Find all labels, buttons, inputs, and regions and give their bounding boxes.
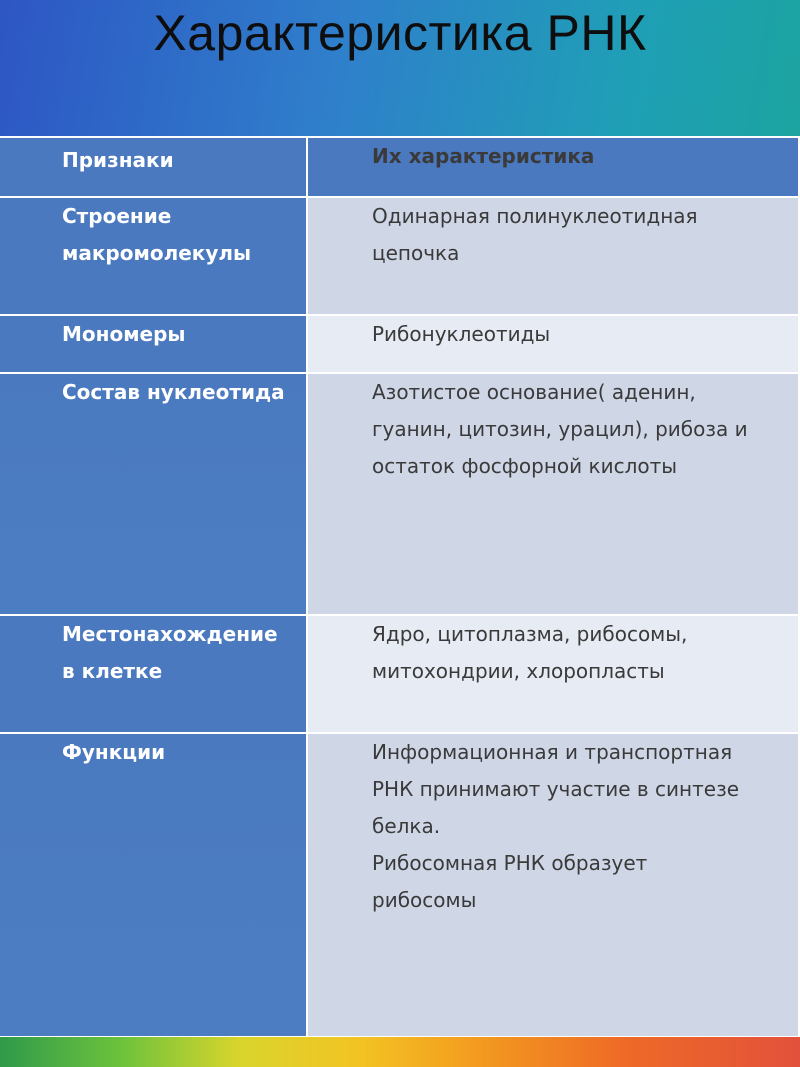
row-value-line: Рибосомная РНК образует bbox=[372, 851, 648, 875]
row-label-nucleotide-composition bbox=[0, 374, 308, 616]
row-value-line: Ядро, цитоплазма, рибосомы, bbox=[372, 622, 688, 646]
row-value-line: белка. bbox=[372, 814, 441, 838]
header-label: Признаки bbox=[62, 148, 174, 172]
row-value-structure bbox=[308, 198, 800, 316]
row-label-location bbox=[0, 616, 308, 734]
row-label-line: макромолекулы bbox=[62, 241, 252, 265]
row-label-line: Состав нуклеотида bbox=[62, 380, 285, 404]
rna-characteristics-table bbox=[0, 136, 800, 1038]
row-label-functions bbox=[0, 734, 308, 1038]
row-value-line: Азотистое основание( аденин, bbox=[372, 380, 696, 404]
row-value-line: рибосомы bbox=[372, 888, 477, 912]
row-value-line: гуанин, цитозин, урацил), рибоза и bbox=[372, 417, 748, 441]
row-value-line: цепочка bbox=[372, 241, 460, 265]
slide-title: Характеристика РНК bbox=[153, 5, 647, 61]
row-value-functions bbox=[308, 734, 800, 1038]
row-label-line: Строение bbox=[62, 204, 172, 228]
row-label-line: Местонахождение bbox=[62, 622, 278, 646]
row-value-line: Рибонуклеотиды bbox=[372, 322, 551, 346]
row-value-line: митохондрии, хлоропласты bbox=[372, 659, 665, 683]
row-label-line: Мономеры bbox=[62, 322, 186, 346]
header-cell-characteristics bbox=[308, 138, 800, 198]
row-label-monomers bbox=[0, 316, 308, 374]
row-label-line: в клетке bbox=[62, 659, 163, 683]
row-value-line: РНК принимают участие в синтезе bbox=[372, 777, 740, 801]
row-value-line: остаток фосфорной кислоты bbox=[372, 454, 678, 478]
row-value-location bbox=[308, 616, 800, 734]
row-value-line: Одинарная полинуклеотидная bbox=[372, 204, 698, 228]
row-value-monomers bbox=[308, 316, 800, 374]
header-label: Их характеристика bbox=[372, 144, 595, 168]
row-label-line: Функции bbox=[62, 740, 166, 764]
decorative-gradient-strip bbox=[0, 1037, 800, 1067]
row-label-structure bbox=[0, 198, 308, 316]
row-value-line: Информационная и транспортная bbox=[372, 740, 733, 764]
header-cell-features bbox=[0, 138, 308, 198]
row-value-nucleotide-composition bbox=[308, 374, 800, 616]
